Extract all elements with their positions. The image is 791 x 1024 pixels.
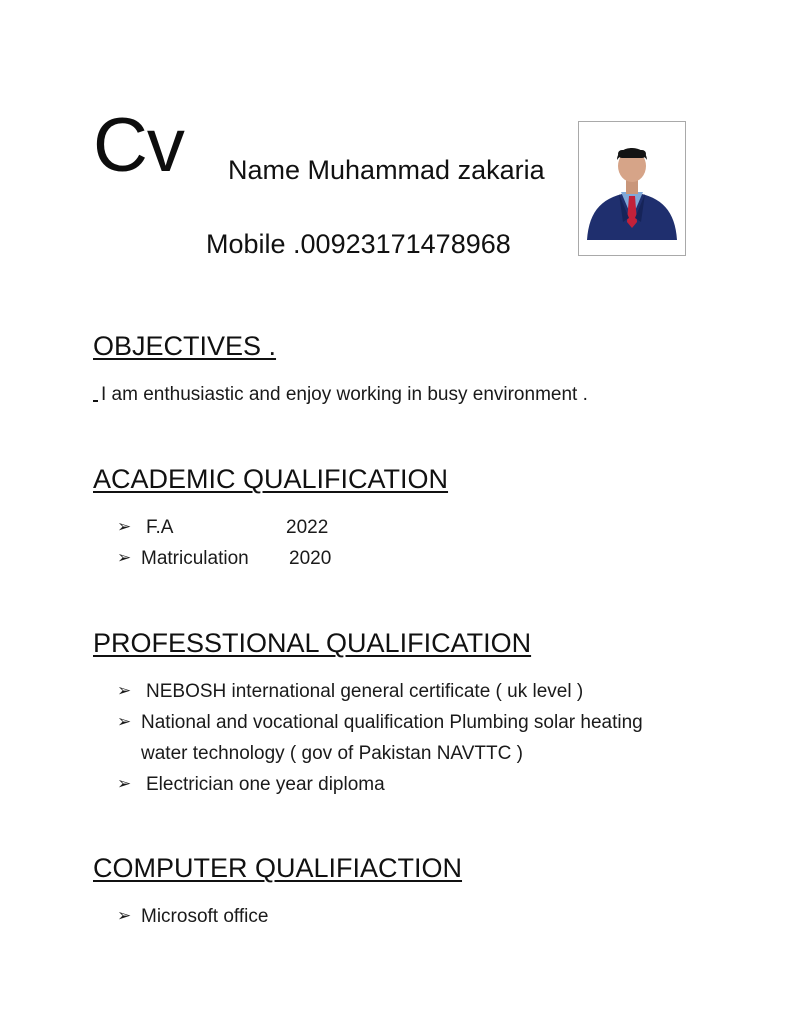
academic-item-year: 2022: [286, 517, 329, 538]
professional-item-text: Electrician one year diploma: [146, 774, 385, 795]
arrowhead-bullet-icon: ➢: [117, 774, 132, 794]
academic-item: [117, 543, 617, 574]
academic-heading: ACADEMIC QUALIFICATION: [93, 464, 449, 494]
objectives-text: I am enthusiastic and enjoy working in busy environment .: [101, 384, 588, 405]
professional-list: [117, 676, 647, 800]
professional-item: [117, 769, 647, 800]
arrowhead-bullet-icon: ➢: [117, 712, 132, 732]
professional-item: [117, 707, 647, 769]
arrowhead-bullet-icon: ➢: [117, 548, 132, 568]
profile-photo-image: [579, 122, 685, 255]
academic-item-title: Matriculation: [141, 548, 249, 569]
professional-item: [117, 676, 647, 707]
arrowhead-bullet-icon: ➢: [117, 906, 132, 926]
cv-title: Cv: [93, 103, 184, 188]
objectives-text-row: [93, 384, 588, 407]
professional-heading: PROFESSTIONAL QUALIFICATION: [93, 628, 532, 658]
academic-item: [117, 512, 617, 543]
academic-list: [117, 512, 617, 574]
computer-heading: COMPUTER QUALIFIACTION: [93, 853, 463, 883]
underline-marker: [93, 384, 98, 402]
objectives-heading: OBJECTIVES .: [93, 331, 277, 361]
arrowhead-bullet-icon: ➢: [117, 681, 132, 701]
professional-item-text: National and vocational qualification Plumbing solar heating water technology ( gov of Pakistan NAVTTC ): [141, 712, 643, 764]
professional-item-text: NEBOSH international general certificate ( uk level ): [146, 681, 584, 702]
academic-item-year: 2020: [289, 548, 332, 569]
mobile-line: Mobile .00923171478968: [206, 229, 511, 259]
computer-list: [117, 901, 617, 932]
arrowhead-bullet-icon: ➢: [117, 517, 132, 537]
computer-item: [117, 901, 617, 932]
computer-item-text: Microsoft office: [141, 906, 269, 927]
academic-item-title: F.A: [146, 517, 174, 538]
name-line: Name Muhammad zakaria: [228, 155, 545, 185]
profile-photo: [578, 121, 686, 256]
